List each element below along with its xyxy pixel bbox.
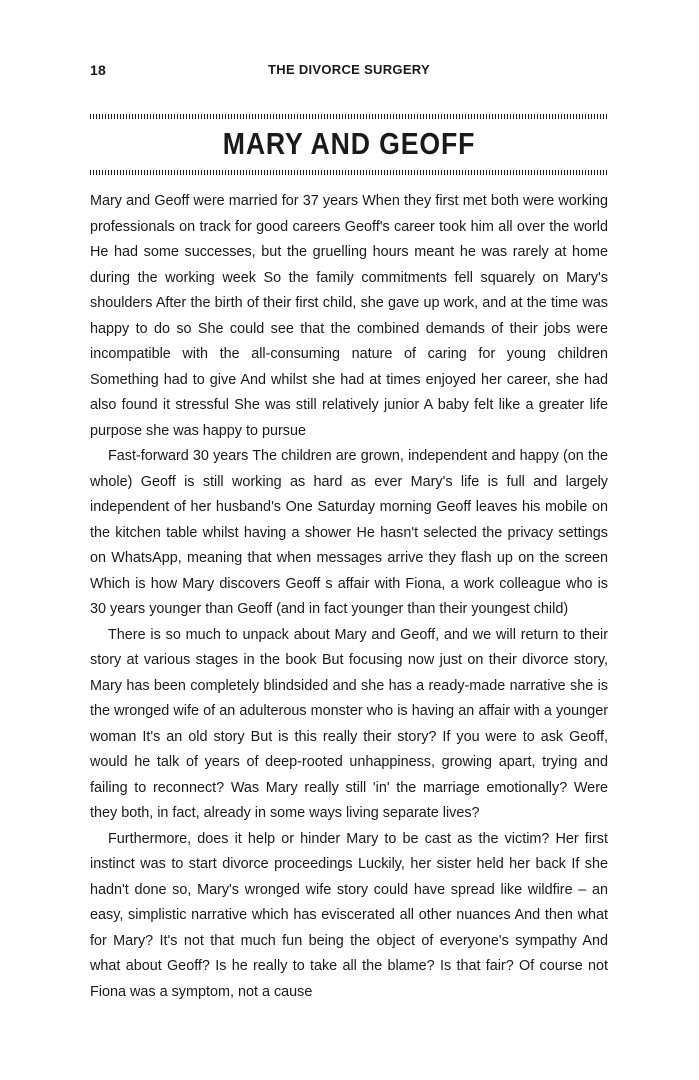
running-head [90, 62, 608, 82]
running-title: THE DIVORCE SURGERY [268, 62, 430, 77]
paragraph-3: There is so much to unpack about Mary and Geoff, and we will return to their story at various stages in the book But focusing now just on their divorce story, Mary has been completely blindsided and she has a ready-made narrative she is the wronged wife of an adulterous monster who is having an affair with a younger woman It's an old story But is this really their story? If you were to ask Geoff, would he talk of years of deep-rooted unhappiness, growing apart, trying and failing to reconnect? Was Mary really still 'in' the marriage emotionally? Were they both, in fact, already in some ways living separate lives? [90, 626, 608, 821]
paragraph-4: Furthermore, does it help or hinder Mary to be cast as the victim? Her first instinct was to start divorce proceedings Luckily, her sister held her back If she hadn't done so, Mary's wronged wife story could have spread like wildfire – an easy, simplistic narrative which has eviscerated all other nuances And then what for Mary? It's not that much fun being the object of everyone's sympathy And what about Geoff? Is he really to take all the blame? Is that fair? Of course not Fiona was a symptom, not a cause [90, 830, 608, 1000]
paragraph-1: Mary and Geoff were married for 37 years When they first met both were working professionals on track for good careers Geoff's career took him all over the world He had some successes, but the gruelling hours meant he was rarely at home during the working week So the family commitments fell squarely on Mary's shoulders After the birth of their first child, she gave up work, and at the time was happy to do so She could see that the combined demands of their jobs were incompatible with the all-consuming nature of caring for young children Something had to give And whilst she had at times enjoyed her career, she had also found it stressful She was still relatively junior A baby felt like a greater life purpose she was happy to pursue [90, 193, 608, 439]
decorative-rule-top [90, 114, 608, 119]
paragraph-2: Fast-forward 30 years The children are grown, independent and happy (on the whole) Geoff is still working as hard as ever Mary's life is full and largely independent of her husband's One Saturday morning Geoff leaves his mobile on the kitchen table whilst having a shower He hasn't selected the privacy settings on WhatsApp, meaning that when messages arrive they flash up on the screen Which is how Mary discovers Geoff s affair with Fiona, a work colleague who is 30 years younger than Geoff (and in fact younger than their youngest child) [90, 448, 608, 617]
page-number: 18 [90, 62, 106, 78]
decorative-rule-bottom [90, 170, 608, 175]
chapter-title: MARY AND GEOFF [222, 126, 476, 161]
body-text [90, 189, 608, 1005]
